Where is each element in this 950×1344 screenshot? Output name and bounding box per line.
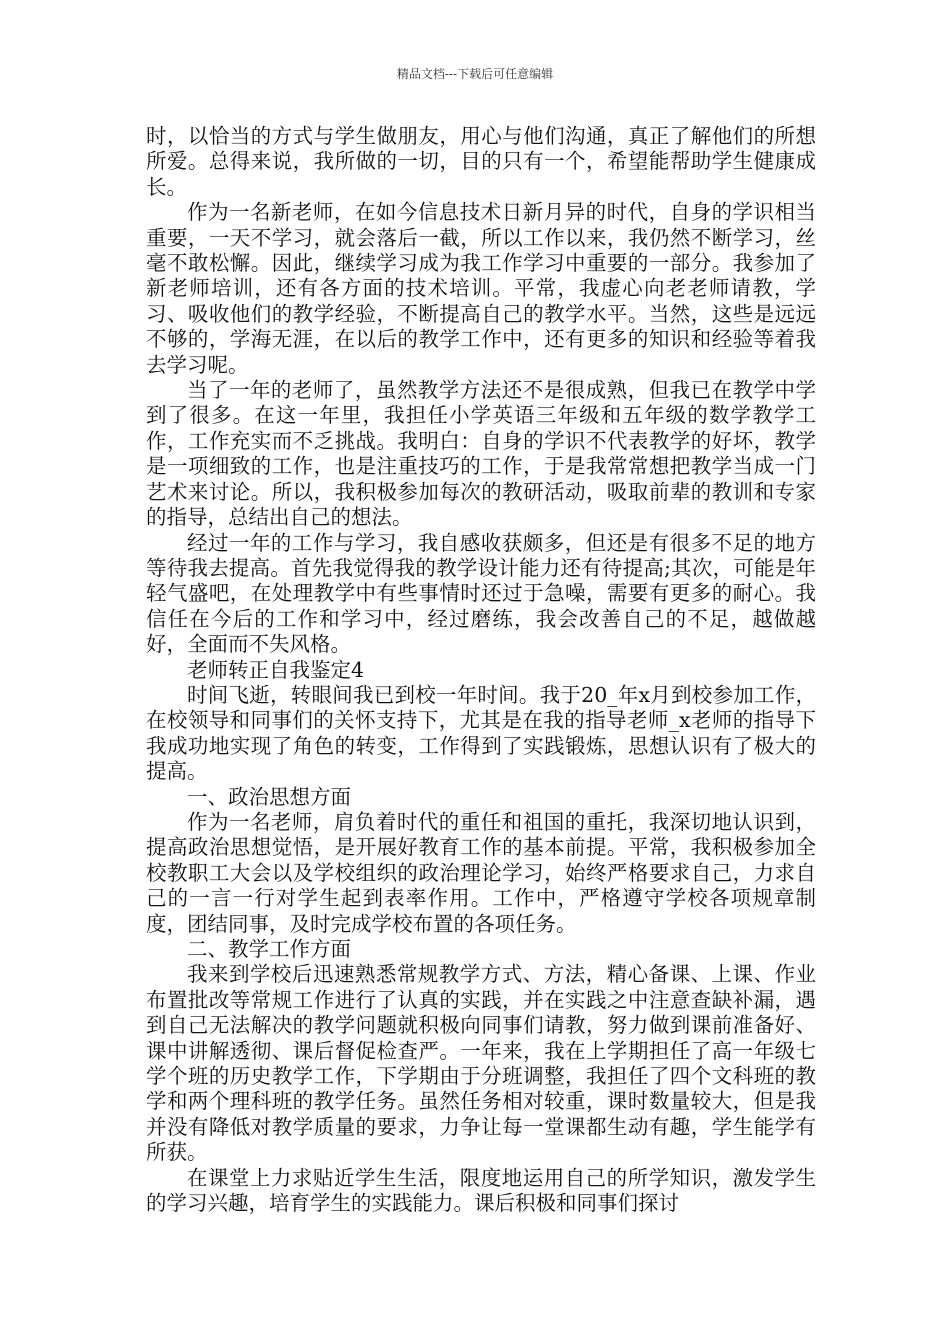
paragraph-continuation: 时，以恰当的方式与学生做朋友，用心与他们沟通，真正了解他们的所想所爱。总得来说，我所做的一切，目的只有一个，希望能帮助学生健康成长。 (146, 124, 816, 199)
section-title-self-appraisal-4: 老师转正自我鉴定4 (187, 657, 365, 682)
paragraph-classroom: 在课堂上力求贴近学生生活，限度地运用自己的所学知识，激发学生的学习兴趣，培育学生的实践能力。课后积极和同事们探讨 (146, 1165, 816, 1216)
paragraph-shortcomings: 经过一年的工作与学习，我自感收获颇多，但还是有很多不足的地方等待我去提高。首先我觉得我的教学设计能力还有待提高;其次，可能是年轻气盛吧，在处理教学中有些事情时还过于急噪，需要有更多的耐心。我信任在今后的工作和学习中，经过磨练，我会改善自己的不足，越做越好，全面而不失风格。 (146, 530, 816, 657)
paragraph-political-thought: 作为一名老师，肩负着时代的重任和祖国的重托，我深切地认识到，提高政治思想觉悟，是开展好教育工作的基本前提。平常，我积极参加全校教职工大会以及学校组织的政治理论学习，始终严格要求自己，力求自己的一言一行对学生起到表率作用。工作中，严格遵守学校各项规章制度，团结同事，及时完成学校布置的各项任务。 (146, 809, 816, 936)
paragraph-intro: 时间飞逝，转眼间我已到校一年时间。我于20_年x月到校参加工作，在校领导和同事们的关怀支持下，尤其是在我的指导老师_x老师的指导下我成功地实现了角色的转变，工作得到了实践锻炼，思想认识有了极大的提高。 (146, 682, 816, 784)
page-header: 精品文档---下载后可任意编辑 (396, 67, 554, 81)
paragraph-teaching-work: 我来到学校后迅速熟悉常规教学方式、方法，精心备课、上课、作业布置批改等常规工作进行了认真的实践，并在实践之中注意查缺补漏，遇到自己无法解决的教学问题就积极向同事们请教，努力做到课前准备好、课中讲解透彻、课后督促检查严。一年来，我在上学期担任了高一年级七学个班的历史教学工作，下学期由于分班调整，我担任了四个文科班的教学和两个理科班的教学任务。虽然任务相对较重，课时数量较大，但是我并没有降低对教学质量的要求，力争让每一堂课都生动有趣，学生能学有所获。 (146, 962, 816, 1165)
paragraph-continuous-learning: 作为一名新老师，在如今信息技术日新月异的时代，自身的学识相当重要，一天不学习，就会落后一截，所以工作以来，我仍然不断学习，丝毫不敢松懈。因此，继续学习成为我工作学习中重要的一部分。我参加了新老师培训，还有各方面的技术培训。平常，我虚心向老老师请教，学习、吸收他们的教学经验，不断提高自己的教学水平。当然，这些是远远不够的，学海无涯，在以后的教学工作中，还有更多的知识和经验等着我去学习呢。 (146, 200, 816, 377)
paragraph-teaching-experience: 当了一年的老师了，虽然教学方法还不是很成熟，但我已在教学中学到了很多。在这一年里，我担任小学英语三年级和五年级的数学教学工作，工作充实而不乏挑战。我明白：自身的学识不代表教学的好坏，教学是一项细致的工作，也是注重技巧的工作，于是我常常想把教学当成一门艺术来讨论。所以，我积极参加每次的教研活动，吸取前辈的教训和专家的指导，总结出自己的想法。 (146, 378, 816, 530)
heading-teaching-work: 二、教学工作方面 (187, 937, 351, 961)
document-body (146, 124, 816, 1216)
heading-political-thought: 一、政治思想方面 (187, 784, 351, 809)
